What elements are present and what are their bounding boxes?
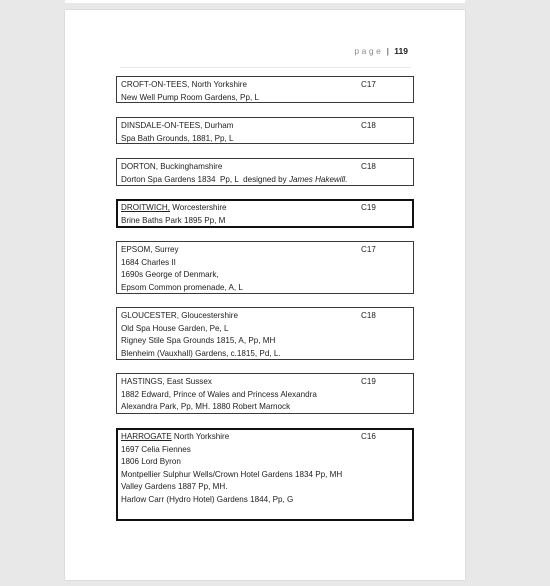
page-separator: | bbox=[386, 46, 389, 56]
entry-heading bbox=[121, 431, 409, 444]
entry-place: HARROGATE bbox=[121, 432, 172, 441]
header-rule bbox=[120, 67, 410, 68]
entry-county: North Yorkshire bbox=[191, 80, 247, 89]
page-word: page bbox=[354, 46, 384, 56]
entry-line: 1882 Edward, Prince of Wales and Princess Alexandra bbox=[121, 389, 317, 399]
entry-place: DINSDALE-ON-TEES, bbox=[121, 121, 203, 130]
entry-line: Valley Gardens 1887 Pp, MH. bbox=[121, 482, 228, 491]
entry-century: C17 bbox=[361, 245, 376, 254]
entry-heading bbox=[121, 202, 409, 215]
entry-century: C18 bbox=[361, 162, 376, 171]
entry-gloucester bbox=[116, 307, 414, 360]
entry-place: DROITWICH, bbox=[121, 203, 171, 212]
entry-line: Old Spa House Garden, Pe, L bbox=[121, 323, 229, 333]
entry-croft-on-tees bbox=[116, 76, 414, 103]
entry-heading bbox=[121, 310, 409, 323]
entry-hastings bbox=[116, 373, 414, 414]
entry-place: CROFT-ON-TEES, bbox=[121, 80, 190, 89]
entry-heading bbox=[121, 244, 409, 257]
entry-line bbox=[121, 174, 409, 187]
entry-county: North Yorkshire bbox=[173, 432, 230, 441]
entry-county: East Sussex bbox=[166, 377, 212, 386]
entry-place: DORTON, bbox=[121, 162, 159, 171]
entry-line: Epsom Common promenade, A, L bbox=[121, 282, 243, 292]
page-number: 119 bbox=[394, 46, 408, 56]
entry-century: C18 bbox=[361, 121, 376, 130]
entry-county: Buckinghamshire bbox=[160, 162, 223, 171]
entry-century: C18 bbox=[361, 311, 376, 320]
entry-place: EPSOM, bbox=[121, 245, 153, 254]
entry-century: C19 bbox=[361, 377, 376, 386]
entry-heading bbox=[121, 376, 409, 389]
entry-century: C19 bbox=[361, 203, 376, 212]
entry-place: HASTINGS, bbox=[121, 377, 165, 386]
entry-century: C16 bbox=[361, 432, 376, 441]
entry-designer: James Hakewill. bbox=[288, 174, 348, 184]
entry-dinsdale-on-tees bbox=[116, 117, 414, 144]
entry-line: Alexandra Park, Pp, MH. 1880 Robert Marnock bbox=[121, 402, 291, 411]
entry-line: 1697 Celia Fiennes bbox=[121, 444, 191, 454]
entry-heading bbox=[121, 161, 409, 174]
entry-county: Worcestershire bbox=[172, 203, 227, 212]
entry-line: 1690s George of Denmark, bbox=[121, 270, 219, 279]
entry-county: Surrey bbox=[154, 245, 179, 254]
entry-line-text: Dorton Spa Gardens 1834 Pp, L designed by bbox=[121, 174, 289, 184]
entry-heading bbox=[121, 79, 409, 92]
entry-line: Montpellier Sulphur Wells/Crown Hotel Gardens 1834 Pp, MH bbox=[121, 469, 343, 479]
entry-line: New Well Pump Room Gardens, Pp, L bbox=[121, 92, 259, 102]
entry-heading bbox=[121, 120, 409, 133]
entry-county: Durham bbox=[204, 121, 234, 130]
entry-line: Spa Bath Grounds, 1881, Pp, L bbox=[121, 133, 234, 143]
entry-century: C17 bbox=[361, 80, 376, 89]
entry-droitwich bbox=[116, 199, 414, 228]
previous-page-edge bbox=[65, 0, 465, 3]
entry-place: GLOUCESTER, bbox=[121, 311, 180, 320]
document-page bbox=[65, 10, 465, 580]
entry-line: Rigney Stile Spa Grounds 1815, A, Pp, MH bbox=[121, 336, 276, 345]
entry-line: Brine Baths Park 1895 Pp, M bbox=[121, 215, 226, 225]
entry-harrogate bbox=[116, 428, 414, 521]
entry-line: Blenheim (Vauxhall) Gardens, c.1815, Pd, L. bbox=[121, 348, 281, 358]
page-number-header bbox=[354, 46, 408, 56]
entry-county: Gloucestershire bbox=[181, 311, 238, 320]
entry-dorton bbox=[116, 158, 414, 186]
entry-line: Harlow Carr (Hydro Hotel) Gardens 1844, Pp, G bbox=[121, 494, 294, 504]
entry-line: 1806 Lord Byron bbox=[121, 457, 181, 466]
entry-line: 1684 Charles II bbox=[121, 257, 176, 267]
entry-epsom bbox=[116, 241, 414, 294]
